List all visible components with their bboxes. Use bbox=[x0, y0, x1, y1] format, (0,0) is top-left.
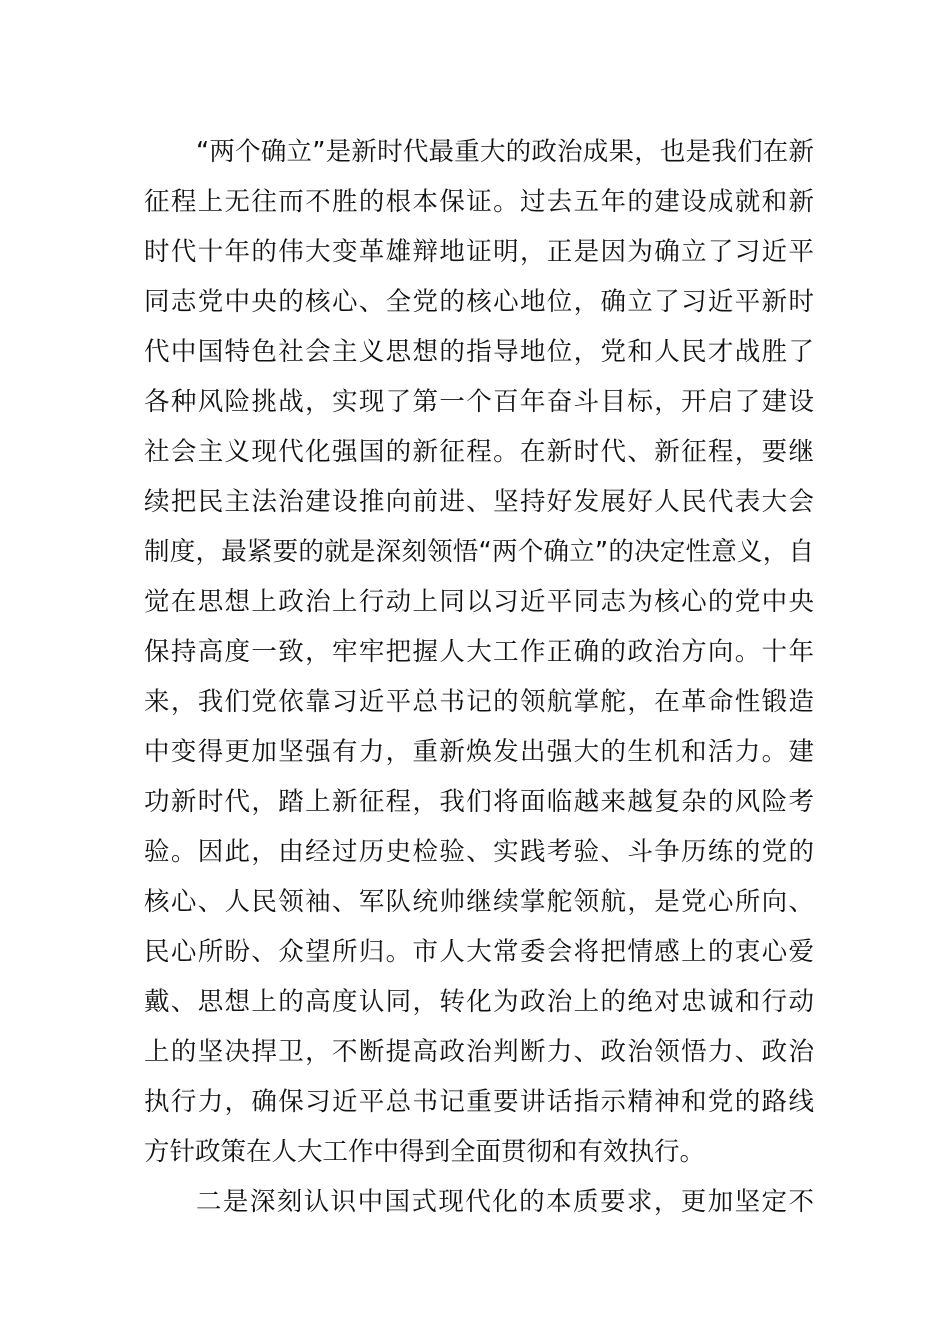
paragraph-line-17: 民心所盼、众望所归。市人大常委会将把情感上的衷心爱 bbox=[144, 937, 814, 967]
paragraph-line-2: 征程上无往而不胜的根本保证。过去五年的建设成就和新 bbox=[144, 187, 814, 217]
paragraph-line-5: 代中国特色社会主义思想的指导地位，党和人民才战胜了 bbox=[144, 337, 814, 367]
paragraph-line-1: “两个确立”是新时代最重大的政治成果，也是我们在新 bbox=[196, 137, 814, 167]
paragraph-line-11: 保持高度一致，牢牢把握人大工作正确的政治方向。十年 bbox=[144, 637, 814, 667]
paragraph-line-16: 核心、人民领袖、军队统帅继续掌舵领航，是党心所向、 bbox=[144, 887, 814, 917]
paragraph-line-18: 戴、思想上的高度认同，转化为政治上的绝对忠诚和行动 bbox=[144, 987, 814, 1017]
paragraph-2-line-1: 二是深刻认识中国式现代化的本质要求，更加坚定不 bbox=[196, 1187, 814, 1217]
paragraph-line-7: 社会主义现代化强国的新征程。在新时代、新征程，要继 bbox=[144, 437, 814, 467]
paragraph-line-6: 各种风险挑战，实现了第一个百年奋斗目标，开启了建设 bbox=[144, 387, 814, 417]
paragraph-line-13: 中变得更加坚强有力，重新焕发出强大的生机和活力。建 bbox=[144, 737, 814, 767]
paragraph-line-9: 制度，最紧要的就是深刻领悟“两个确立”的决定性意义，自 bbox=[144, 537, 814, 567]
paragraph-line-10: 觉在思想上政治上行动上同以习近平同志为核心的党中央 bbox=[144, 587, 814, 617]
paragraph-line-15: 验。因此，由经过历史检验、实践考验、斗争历练的党的 bbox=[144, 837, 814, 867]
paragraph-line-19: 上的坚决捍卫，不断提高政治判断力、政治领悟力、政治 bbox=[144, 1037, 814, 1067]
paragraph-line-4: 同志党中央的核心、全党的核心地位，确立了习近平新时 bbox=[144, 287, 814, 317]
paragraph-line-20: 执行力，确保习近平总书记重要讲话指示精神和党的路线 bbox=[144, 1087, 814, 1117]
paragraph-line-3: 时代十年的伟大变革雄辩地证明，正是因为确立了习近平 bbox=[144, 237, 814, 267]
paragraph-line-14: 功新时代，踏上新征程，我们将面临越来越复杂的风险考 bbox=[144, 787, 814, 817]
paragraph-line-8: 续把民主法治建设推向前进、坚持好发展好人民代表大会 bbox=[144, 487, 814, 517]
paragraph-line-21: 方针政策在人大工作中得到全面贯彻和有效执行。 bbox=[144, 1137, 706, 1167]
paragraph-line-12: 来，我们党依靠习近平总书记的领航掌舵，在革命性锻造 bbox=[144, 687, 814, 717]
